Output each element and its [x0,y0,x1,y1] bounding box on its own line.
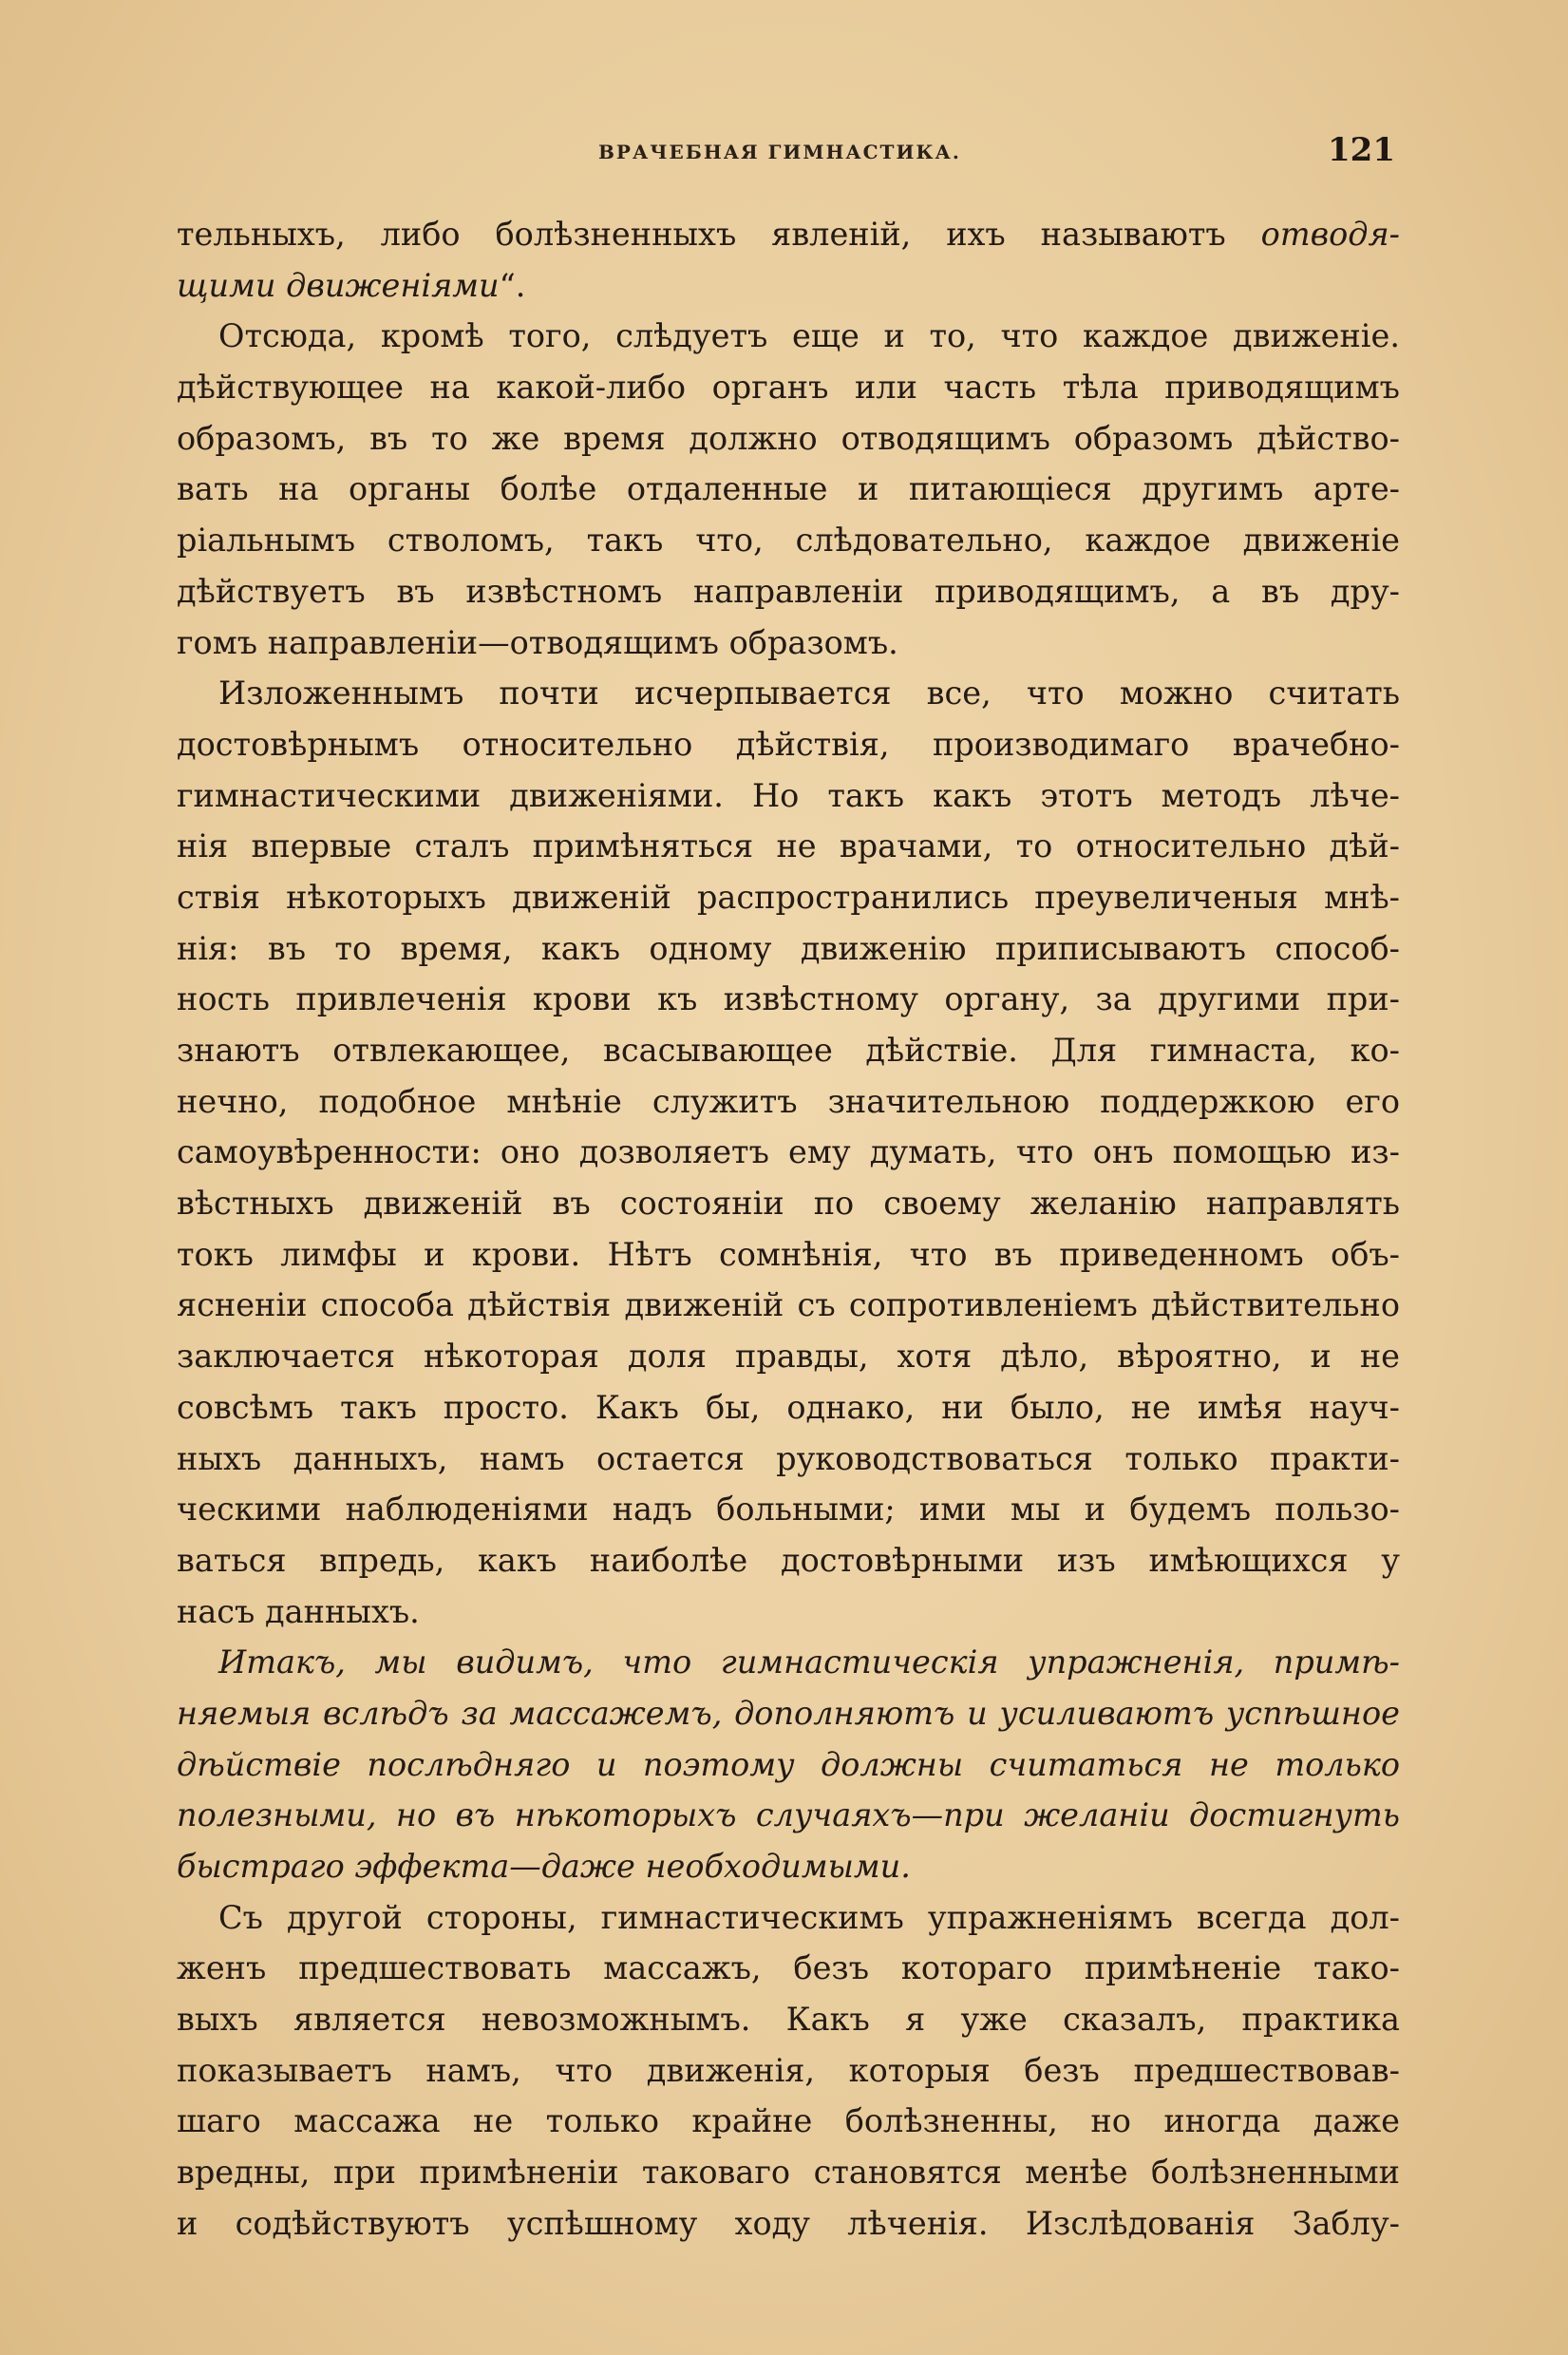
text-line: щими движеніями“. [177,266,526,304]
text-line: вѣстныхъ движеній въ состояніи по своему желанію направлять [177,1185,1400,1223]
text-line: токъ лимфы и крови. Нѣтъ сомнѣнія, что въ приведенномъ объ- [177,1235,1400,1273]
text-line: Отсюда, кромѣ того, слѣдуетъ еще и то, что каждое движеніе. [218,317,1400,355]
text-line: полезными, но въ нѣкоторыхъ случаяхъ—при желаніи достигнуть [177,1796,1400,1834]
text-line: самоувѣренности: оно дозволяетъ ему думать, что онъ помощью из- [177,1133,1400,1171]
page-number: 121 [1328,131,1395,169]
text-line: женъ предшествовать массажъ, безъ котораго примѣненіе тако- [177,1949,1400,1987]
body-text [177,209,1400,2250]
text-line: заключается нѣкоторая доля правды, хотя дѣло, вѣроятно, и не [177,1338,1400,1376]
text-line: достовѣрнымъ относительно дѣйствія, производимаго врачебно- [177,725,1400,763]
text-line: ваться впредь, какъ наиболѣе достовѣрными изъ имѣющихся у [177,1541,1400,1579]
text-line: ствія нѣкоторыхъ движеній распространились преувеличеныя мнѣ- [177,878,1400,916]
text-line: образомъ, въ то же время должно отводящимъ образомъ дѣйство- [177,419,1400,457]
text-line: гомъ направленіи—отводящимъ образомъ. [177,623,898,661]
text-line: вредны, при примѣненіи таковаго становятся менѣе болѣзненными [177,2154,1400,2192]
text-line: дѣйствіе послѣдняго и поэтому должны считаться не только [177,1745,1400,1783]
text-line: ріальнымъ стволомъ, такъ что, слѣдовательно, каждое движеніе [177,522,1400,560]
text-line: и содѣйствуютъ успѣшному ходу лѣченія. Изслѣдованія Заблу- [177,2204,1400,2242]
text-line: гимнастическими движеніями. Но такъ какъ этотъ методъ лѣче- [177,776,1400,814]
text-line: выхъ является невозможнымъ. Какъ я уже сказалъ, практика [177,2001,1400,2039]
text-line: дѣйствуетъ въ извѣстномъ направленіи приводящимъ, а въ дру- [177,572,1400,610]
page-header [0,131,1568,169]
text-line: показываетъ намъ, что движенія, которыя безъ предшествовав- [177,2051,1400,2089]
text-line: ность привлеченія крови къ извѣстному органу, за другими при- [177,980,1400,1018]
text-line: тельныхъ, либо болѣзненныхъ явленій, ихъ называютъ отводя- [177,216,1400,253]
text-line: насъ данныхъ. [177,1592,420,1630]
text-line: няемыя вслѣдъ за массажемъ, дополняютъ и усиливаютъ успѣшное [177,1694,1400,1732]
text-line: Съ другой стороны, гимнастическимъ упражненіямъ всегда дол- [218,1898,1400,1936]
text-line: нечно, подобное мнѣніе служитъ значительною поддержкою его [177,1082,1400,1120]
text-line: ныхъ данныхъ, намъ остается руководствоваться только практи- [177,1439,1400,1477]
text-line: Итакъ, мы видимъ, что гимнастическія упражненія, примѣ- [218,1643,1400,1681]
text-line: Изложеннымъ почти исчерпывается все, что можно считать [218,674,1400,712]
text-line: ясненіи способа дѣйствія движеній съ сопротивленіемъ дѣйствительно [177,1286,1400,1324]
running-head: ВРАЧЕБНАЯ ГИМНАСТИКА. [598,141,961,163]
text-line: знаютъ отвлекающее, всасывающее дѣйствіе. Для гимнаста, ко- [177,1032,1400,1069]
text-line: ческими наблюденіями надъ больными; ими мы и будемъ пользо- [177,1491,1400,1529]
text-line: нія впервые сталъ примѣняться не врачами, то относительно дѣй- [177,827,1400,865]
text-line: нія: въ то время, какъ одному движенію приписываютъ способ- [177,929,1400,967]
text-line: вать на органы болѣе отдаленные и питающіеся другимъ арте- [177,470,1400,508]
text-line: дѣйствующее на какой-либо органъ или часть тѣла приводящимъ [177,369,1400,407]
text-line: шаго массажа не только крайне болѣзненны, но иногда даже [177,2102,1400,2140]
text-line: быстраго эффекта—даже необходимыми. [177,1848,911,1885]
text-line: совсѣмъ такъ просто. Какъ бы, однако, ни было, не имѣя науч- [177,1388,1400,1426]
